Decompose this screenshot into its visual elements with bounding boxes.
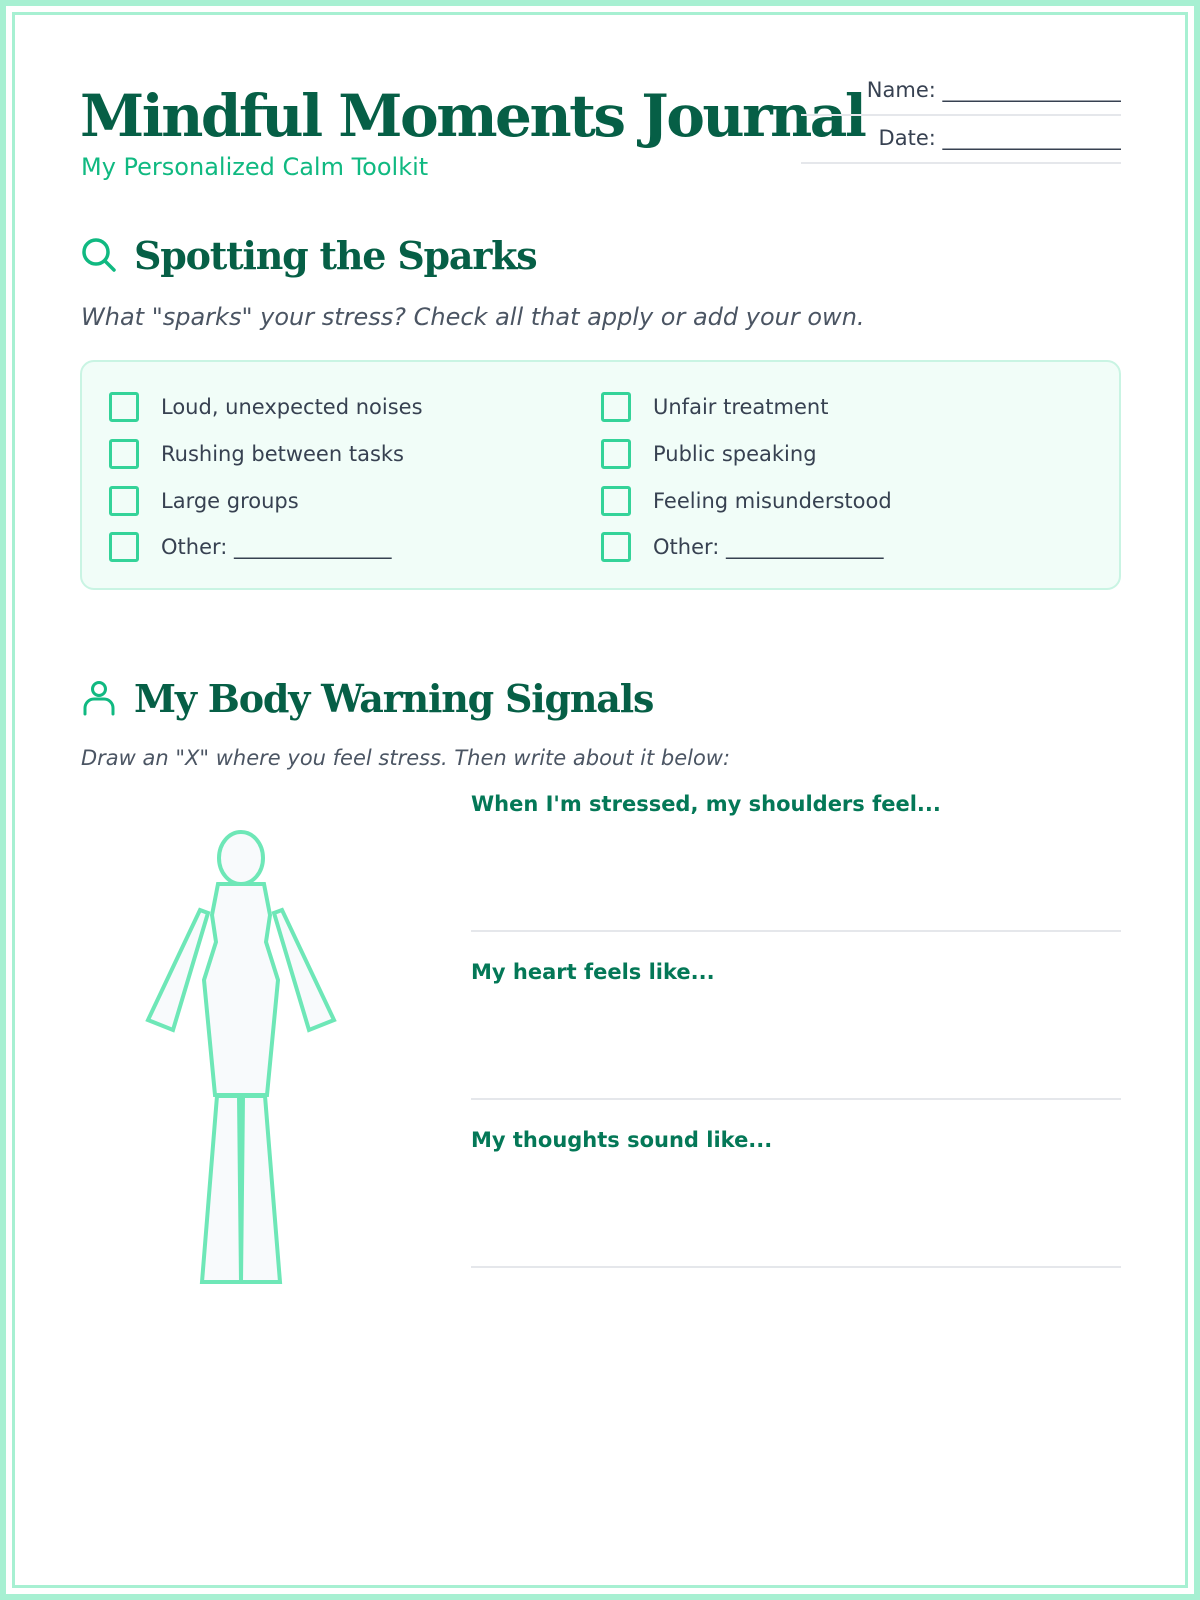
- date-field[interactable]: Date: _________________: [801, 118, 1121, 164]
- shoulders-prompt[interactable]: [471, 792, 1121, 932]
- checklist-item[interactable]: [601, 484, 892, 518]
- sparks-section-title: Spotting the Sparks: [134, 232, 537, 278]
- prompt-label: When I'm stressed, my shoulders feel...: [471, 792, 941, 816]
- checkbox[interactable]: [601, 392, 631, 422]
- checklist-label: Loud, unexpected noises: [161, 395, 423, 419]
- checklist-item[interactable]: [601, 437, 817, 471]
- body-signals-instruction: Draw an "X" where you feel stress. Then write about it below:: [81, 746, 731, 770]
- sparks-section-header: [80, 225, 537, 285]
- checkbox[interactable]: [109, 486, 139, 516]
- search-icon: [80, 236, 118, 274]
- checkbox[interactable]: [109, 439, 139, 469]
- checklist-label: Other: _______________: [653, 535, 884, 559]
- checklist-label: Large groups: [161, 489, 299, 513]
- sparks-checklist: [80, 360, 1121, 590]
- body-signals-section-title: My Body Warning Signals: [134, 675, 654, 721]
- checkbox[interactable]: [601, 486, 631, 516]
- body-outline-figure[interactable]: [140, 820, 360, 1300]
- checklist-item[interactable]: [109, 530, 392, 564]
- person-icon: [80, 679, 118, 717]
- heart-prompt[interactable]: [471, 960, 1121, 1100]
- checklist-item[interactable]: [109, 437, 404, 471]
- prompt-label: My thoughts sound like...: [471, 1128, 773, 1152]
- checkbox[interactable]: [601, 532, 631, 562]
- sparks-instruction: What "sparks" your stress? Check all that apply or add your own.: [81, 303, 865, 331]
- name-field[interactable]: Name: _________________: [801, 70, 1121, 116]
- checkbox[interactable]: [109, 532, 139, 562]
- checklist-label: Other: _______________: [161, 535, 392, 559]
- checkbox[interactable]: [109, 392, 139, 422]
- checklist-item[interactable]: [109, 484, 299, 518]
- checklist-label: Unfair treatment: [653, 395, 829, 419]
- checklist-label: Rushing between tasks: [161, 442, 404, 466]
- checkbox[interactable]: [601, 439, 631, 469]
- checklist-label: Public speaking: [653, 442, 817, 466]
- checklist-item[interactable]: [109, 390, 423, 424]
- page-subtitle: My Personalized Calm Toolkit: [81, 153, 429, 181]
- prompt-label: My heart feels like...: [471, 960, 715, 984]
- checklist-label: Feeling misunderstood: [653, 489, 892, 513]
- thoughts-prompt[interactable]: [471, 1128, 1121, 1268]
- checklist-item[interactable]: [601, 390, 828, 424]
- page-title: Mindful Moments Journal: [80, 82, 865, 150]
- checklist-item[interactable]: [601, 530, 884, 564]
- body-signals-section-header: [80, 668, 653, 728]
